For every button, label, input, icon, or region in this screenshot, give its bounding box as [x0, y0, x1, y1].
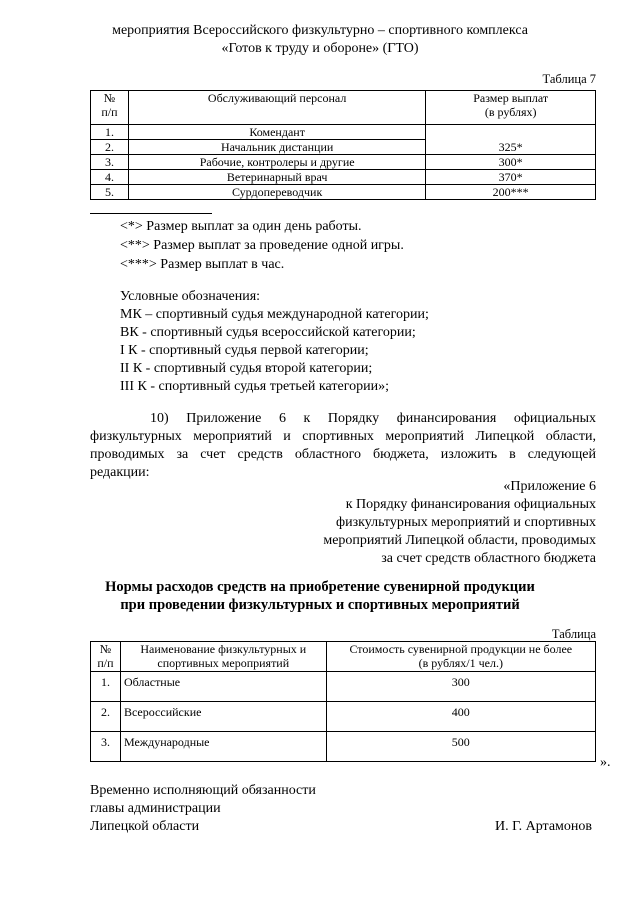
table7-header-staff: Обслуживающий персонал: [128, 91, 425, 125]
appendix-line-5: за счет средств областного бюджета: [381, 551, 596, 566]
footnote-separator: [90, 213, 212, 214]
souvenir-table: [90, 641, 596, 762]
souvenir-cell-num: 1.: [91, 672, 121, 702]
souvenir-cell-cost: 300: [326, 672, 595, 702]
table7-cell-pay: 325*: [426, 125, 596, 155]
table7-cell-staff: Рабочие, контролеры и другие: [128, 155, 425, 170]
header-line-1: мероприятия Всероссийского физкультурно – спортивного комплекса: [112, 23, 528, 38]
table7-cell-num: 2.: [91, 140, 129, 155]
table-row: [91, 185, 596, 200]
table7-header-pay: Размер выплат (в рублях): [426, 91, 596, 125]
table7-cell-staff: Комендант: [128, 125, 425, 140]
souvenir-cell-name: Областные: [120, 672, 326, 702]
table7-cell-staff: Начальник дистанции: [128, 140, 425, 155]
table7-cell-num: 3.: [91, 155, 129, 170]
table7-caption: Таблица 7: [542, 72, 596, 86]
footnote-1: <*> Размер выплат за один день работы.: [120, 219, 362, 234]
paragraph10-line-2: физкультурных мероприятий и спортивных мероприятий Липецкой области,: [90, 429, 596, 444]
legend-item: III К - спортивный судья третьей категории»;: [120, 379, 389, 394]
header-line-2: «Готов к труду и обороне» (ГТО): [221, 41, 419, 56]
souvenir-cell-name: Всероссийские: [120, 702, 326, 732]
table7: [90, 90, 596, 200]
table7-cell-num: 1.: [91, 125, 129, 140]
legend-item: I К - спортивный судья первой категории;: [120, 343, 369, 358]
closing-quote-mark: ».: [600, 755, 611, 770]
table-row: [91, 170, 596, 185]
signature-line-1: Временно исполняющий обязанности: [90, 783, 316, 798]
paragraph10-line-4: редакции:: [90, 465, 150, 480]
appendix-line-4: мероприятий Липецкой области, проводимых: [323, 533, 596, 548]
footnote-2: <**> Размер выплат за проведение одной игры.: [120, 238, 404, 253]
table7-cell-staff: Ветеринарный врач: [128, 170, 425, 185]
paragraph10-line-3: проводимых за счет средств областного бюджета, изложить в следующей: [90, 447, 596, 462]
table7-cell-pay: 300*: [426, 155, 596, 170]
norms-title-line-2: при проведении физкультурных и спортивных мероприятий: [120, 597, 520, 613]
table-row: [91, 155, 596, 170]
footnote-3: <***> Размер выплат в час.: [120, 257, 285, 272]
table-row: [91, 125, 596, 140]
table7-header-num: № п/п: [91, 91, 129, 125]
souvenir-cell-num: 2.: [91, 702, 121, 732]
appendix-line-2: к Порядку финансирования официальных: [345, 497, 596, 512]
souvenir-header-row: [91, 642, 596, 672]
legend-item: МК – спортивный судья международной категории;: [120, 307, 429, 322]
table-row: [91, 702, 596, 732]
signature-line-2: главы администрации: [90, 801, 221, 816]
souvenir-header-name: Наименование физкультурных и спортивных мероприятий: [120, 642, 326, 672]
table7-cell-pay: 370*: [426, 170, 596, 185]
table-row: [91, 732, 596, 762]
appendix-line-1: «Приложение 6: [503, 479, 596, 494]
signature-name: И. Г. Артамонов: [494, 819, 592, 834]
table7-header-row: [91, 91, 596, 125]
souvenir-header-cost: Стоимость сувенирной продукции не более (в рублях/1 чел.): [326, 642, 595, 672]
legend-item: ВК - спортивный судья всероссийской категории;: [120, 325, 416, 340]
appendix-line-3: физкультурных мероприятий и спортивных: [336, 515, 596, 530]
legend-item: II К - спортивный судья второй категории;: [120, 361, 373, 376]
souvenir-cell-name: Международные: [120, 732, 326, 762]
souvenir-cell-num: 3.: [91, 732, 121, 762]
table7-cell-num: 4.: [91, 170, 129, 185]
souvenir-table-caption: Таблица: [551, 627, 596, 641]
table-row: [91, 672, 596, 702]
paragraph10-line-1: 10) Приложение 6 к Порядку финансирования официальных: [150, 411, 596, 426]
souvenir-cell-cost: 400: [326, 702, 595, 732]
souvenir-cell-cost: 500: [326, 732, 595, 762]
souvenir-header-num: № п/п: [91, 642, 121, 672]
table7-cell-staff: Сурдопереводчик: [128, 185, 425, 200]
legend-title: Условные обозначения:: [120, 289, 261, 304]
norms-title-line-1: Нормы расходов средств на приобретение сувенирной продукции: [105, 579, 535, 595]
table7-cell-pay: 200***: [426, 185, 596, 200]
table7-cell-num: 5.: [91, 185, 129, 200]
signature-line-3: Липецкой области: [90, 819, 200, 834]
